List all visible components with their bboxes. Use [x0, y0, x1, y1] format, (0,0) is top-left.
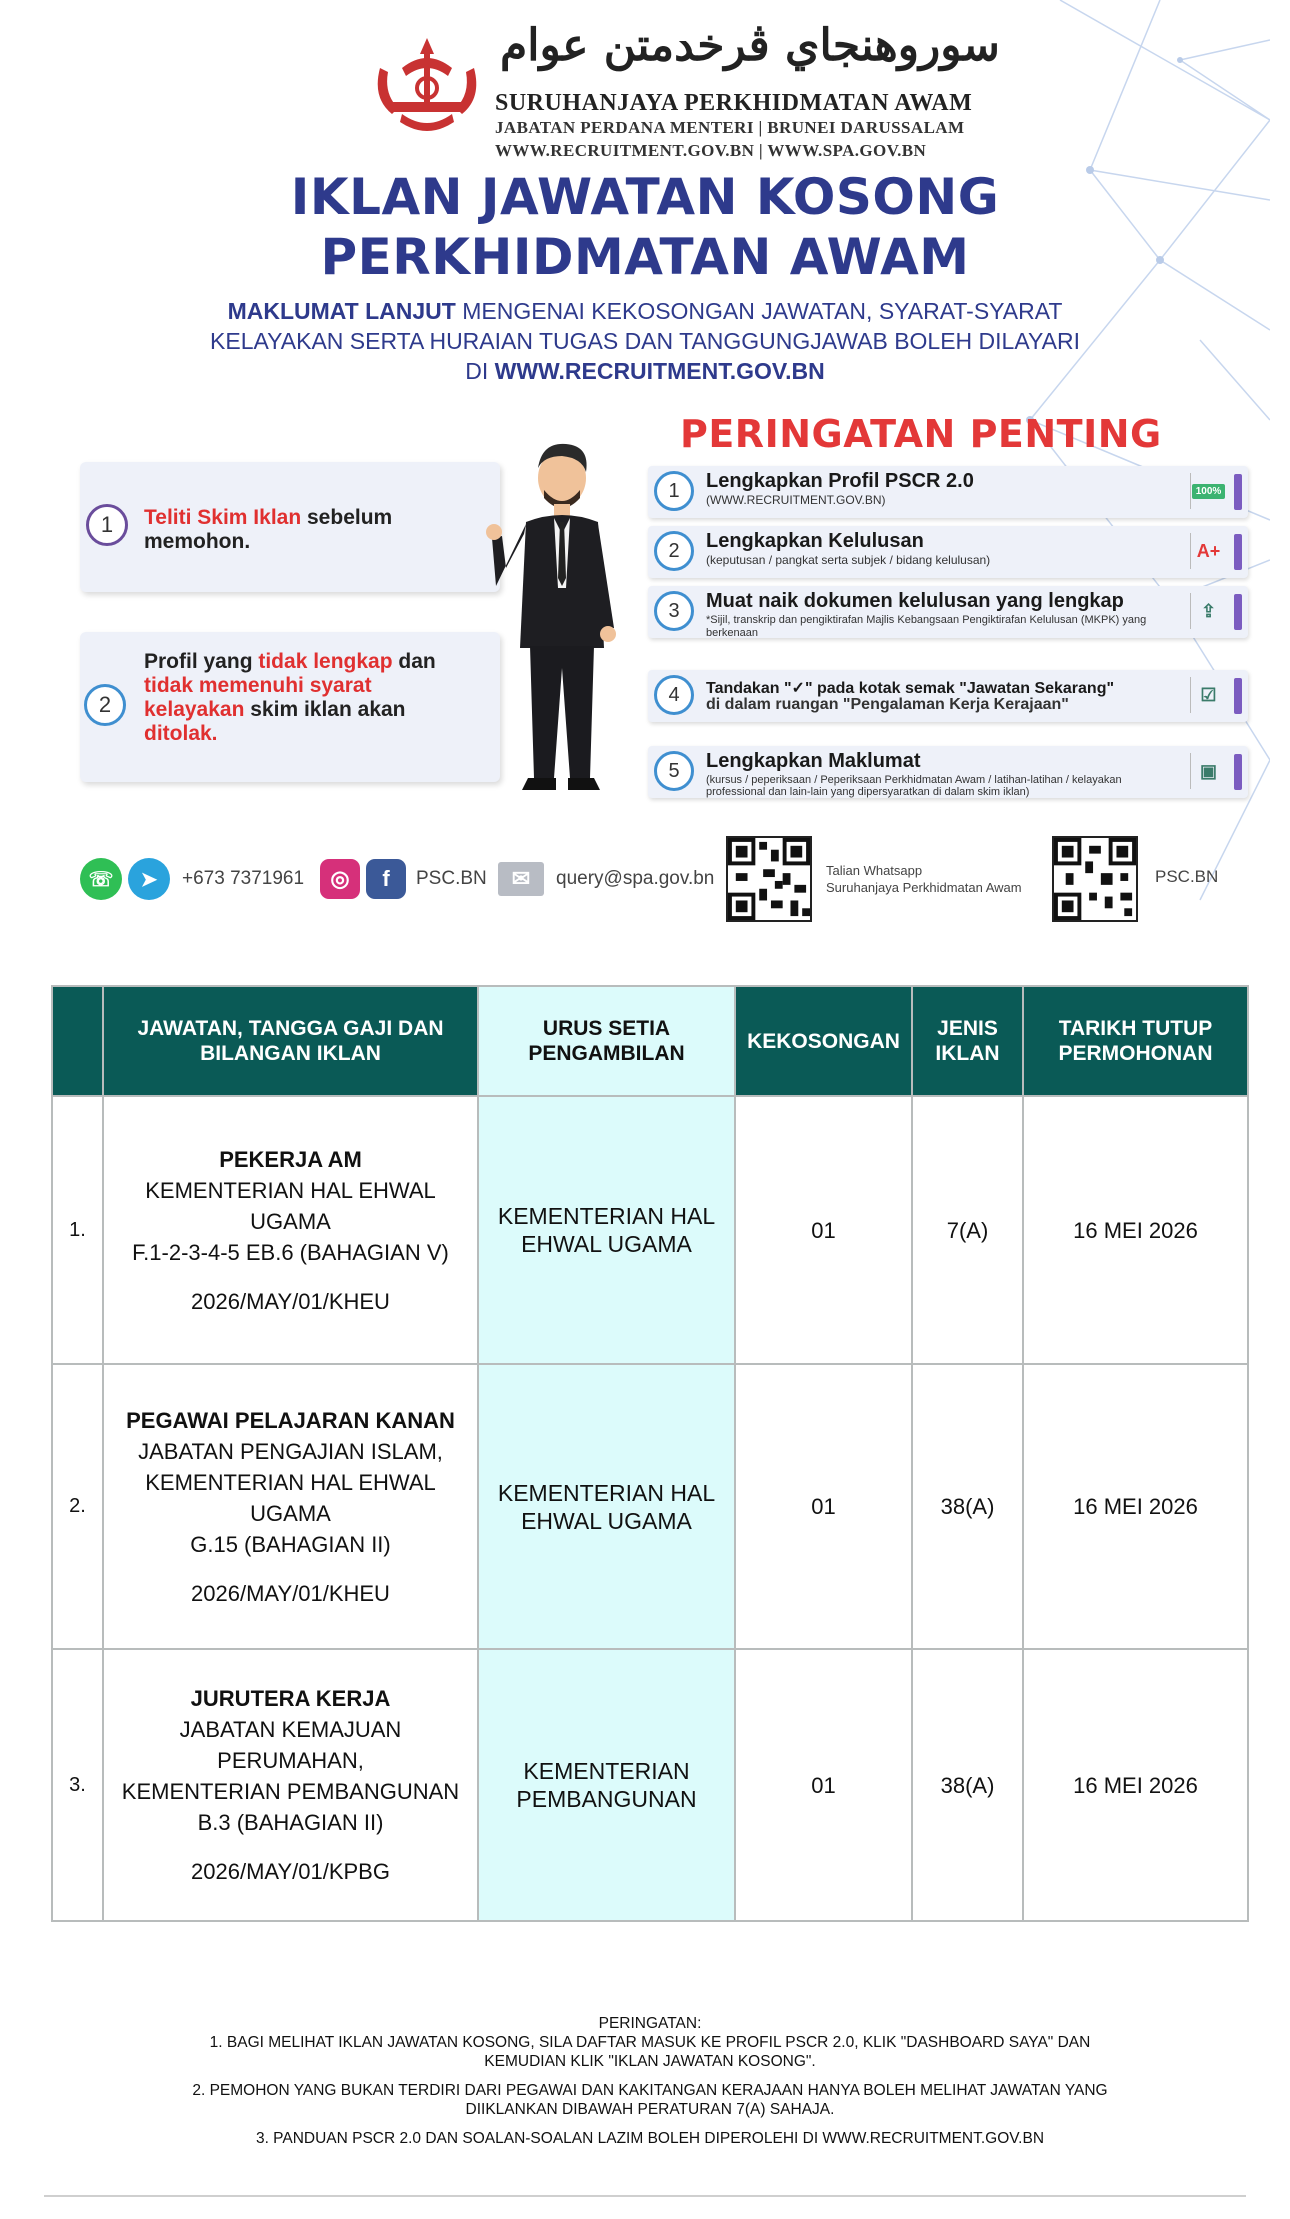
social-handle: PSC.BN [416, 868, 487, 889]
more-info-prefix: DI [465, 358, 489, 384]
org-name: SURUHANJAYA PERKHIDMATAN AWAM [495, 90, 973, 116]
whatsapp-qr-code [726, 836, 812, 922]
note-1 [60, 2033, 1240, 2071]
row-number: 3. [52, 1649, 103, 1921]
note-3: 3. PANDUAN PSCR 2.0 DAN SOALAN-SOALAN LAZIM BOLEH DIPEROLEHI DI WWW.RECRUITMENT.GOV.BN [255, 2130, 1045, 2147]
accent-bar [1234, 678, 1242, 714]
note-2-line-b: DIIKLANKAN DIBAWAH PERATURAN 7(A) SAHAJA. [465, 2101, 835, 2118]
table-row [52, 1649, 1248, 1921]
warning-title: PERINGATAN PENTING [680, 412, 1162, 456]
qr2-label: PSC.BN [1155, 867, 1219, 886]
warning-subtext: (WWW.RECRUITMENT.GOV.BN) [706, 493, 886, 507]
position-line: PERUMAHAN, [217, 1748, 364, 1773]
note-1-line-b: KEMUDIAN KLIK "IKLAN JAWATAN KOSONG". [484, 2053, 816, 2070]
headline-line-1: IKLAN JAWATAN KOSONG [290, 168, 1000, 226]
tip-text-a: sebelum [301, 506, 393, 529]
warning-item-5 [648, 746, 1248, 798]
email-contact [498, 855, 714, 903]
header-no [52, 986, 103, 1096]
email-address: query@spa.gov.bn [556, 868, 715, 889]
header-kekosongan: KEKOSONGAN [735, 986, 912, 1096]
more-info-text: MENGENAI KEKOSONGAN JAWATAN, SYARAT-SYARAT [462, 298, 1063, 324]
header-tarikh-tutup: TARIKH TUTUP PERMOHONAN [1023, 986, 1248, 1096]
warning-subtext: (kursus / peperiksaan / Peperiksaan Perkhidmatan Awam / latihan-latihan / kelayakan professional dan lain-lain yang dipersyaratkan di dalam skim iklan) [706, 774, 1122, 798]
position-line: JABATAN PENGAJIAN ISLAM, [138, 1438, 443, 1464]
position-title: PEGAWAI PELAJARAN KANAN [126, 1407, 455, 1433]
whatsapp-icon: ☏ [80, 858, 122, 900]
phone-number: +673 7371961 [182, 868, 305, 889]
header-urus-setia: URUS SETIA PENGAMBILAN [478, 986, 735, 1096]
warning-subtext: *Sijil, transkrip dan pengiktirafan Majlis Kebangsaan Pengiktirafan Kelulusan (MKPK) yang berkenaan [706, 614, 1147, 639]
tip-text-c: skim iklan akan [244, 698, 406, 721]
warning-item-4 [648, 670, 1248, 722]
accent-bar [1234, 534, 1242, 570]
warning-subtext: (keputusan / pangkat serta subjek / bidang kelulusan) [706, 553, 991, 567]
advert-code: 2026/MAY/01/KHEU [191, 1580, 390, 1606]
advert-type: 38(A) [912, 1649, 1023, 1921]
spacer [110, 1838, 471, 1856]
vacancy-count: 01 [735, 1649, 912, 1921]
recruitment-url: WWW.RECRUITMENT.GOV.BN [494, 358, 825, 384]
upload-icon: ⇪ [1190, 593, 1226, 629]
psc-qr-code [1052, 836, 1138, 922]
warning-item-1 [648, 466, 1248, 518]
warning-number: 3 [654, 591, 694, 631]
warning-title-text: Muat naik dokumen kelulusan yang lengkap [706, 590, 1124, 612]
note-2-line-a: 2. PEMOHON YANG BUKAN TERDIRI DARI PEGAWAI DAN KAKITANGAN KERAJAAN HANYA BOLEH MELIHAT JAWATAN YANG [192, 2082, 1108, 2099]
more-info-bold: MAKLUMAT LANJUT [227, 298, 456, 324]
grade-a-plus-icon: A+ [1190, 533, 1226, 569]
position-line: G.15 (BAHAGIAN II) [190, 1531, 391, 1557]
headline-line-2: PERKHIDMATAN AWAM [320, 228, 970, 286]
table-row [52, 1364, 1248, 1649]
tip-text-b: dan [392, 650, 436, 673]
warning-number: 5 [654, 751, 694, 791]
tip-text-b: memohon. [144, 530, 251, 553]
more-info-line-3 [20, 356, 1270, 386]
jawi-org-title: سوروهنجاي ڤرخدمتن عوام [500, 20, 1000, 71]
progress-100-label: 100% [1192, 484, 1226, 499]
position-title: PEKERJA AM [219, 1146, 362, 1172]
position-line: KEMENTERIAN PEMBANGUNAN [121, 1779, 460, 1804]
tip-text [144, 506, 392, 554]
tip-text [144, 650, 436, 746]
note-2 [60, 2081, 1240, 2119]
advert-type: 38(A) [912, 1364, 1023, 1649]
org-subtitle: JABATAN PERDANA MENTERI | BRUNEI DARUSSALAM [495, 118, 965, 137]
closing-date: 16 MEI 2026 [1023, 1096, 1248, 1364]
closing-date: 16 MEI 2026 [1023, 1364, 1248, 1649]
businessman-illustration [482, 438, 632, 798]
tip-card-1 [80, 462, 500, 592]
position-line: F.1-2-3-4-5 EB.6 (BAHAGIAN V) [132, 1239, 449, 1265]
tip-highlight-d: ditolak. [144, 722, 218, 745]
qr-caption-1: Talian Whatsapp [826, 863, 923, 878]
position-line: UGAMA [250, 1208, 331, 1234]
advert-code: 2026/MAY/01/KHEU [191, 1288, 390, 1314]
advertisement-banner [20, 0, 1270, 950]
warning-item-2 [648, 526, 1248, 578]
table-row [52, 1096, 1248, 1364]
tip-highlight-a: tidak lengkap [258, 650, 393, 673]
position-line: JABATAN KEMAJUAN [179, 1717, 402, 1742]
checkbox-icon: ☑ [1190, 677, 1226, 713]
position-cell [103, 1364, 478, 1649]
tip-highlight-c: kelayakan [144, 698, 245, 721]
header-jenis-iklan: JENIS IKLAN [912, 986, 1023, 1096]
mail-icon: ✉ [498, 862, 544, 896]
progress-100-icon [1190, 473, 1226, 509]
closing-date: 16 MEI 2026 [1023, 1649, 1248, 1921]
spacer [110, 1560, 471, 1578]
accent-bar [1234, 474, 1242, 510]
tip-card-2 [80, 632, 500, 782]
warning-number: 1 [654, 471, 694, 511]
vacancy-count: 01 [735, 1096, 912, 1364]
warning-title-text: Lengkapkan Maklumat [706, 750, 921, 772]
position-cell [103, 1649, 478, 1921]
header-jawatan: JAWATAN, TANGGA GAJI DAN BILANGAN IKLAN [103, 986, 478, 1096]
social-contact [320, 855, 487, 903]
more-info-line-1 [20, 296, 1270, 326]
tip-highlight-b: tidak memenuhi syarat [144, 674, 372, 697]
more-info-line-2: KELAYAKAN SERTA HURAIAN TUGAS DAN TANGGUNGJAWAB BOLEH DILAYARI [210, 328, 1080, 354]
telegram-icon: ➤ [128, 858, 170, 900]
tip-number: 1 [86, 504, 128, 546]
position-line: KEMENTERIAN HAL EHWAL [145, 1177, 436, 1203]
org-websites: WWW.RECRUITMENT.GOV.BN | WWW.SPA.GOV.BN [495, 141, 927, 160]
notes-title: PERINGATAN: [598, 2015, 702, 2032]
warning-title-text: Lengkapkan Profil PSCR 2.0 [706, 470, 974, 492]
urus-setia-cell: KEMENTERIAN HAL EHWAL UGAMA [478, 1364, 735, 1649]
warning-number: 2 [654, 531, 694, 571]
urus-setia-cell: KEMENTERIAN HAL EHWAL UGAMA [478, 1096, 735, 1364]
urus-setia-cell: KEMENTERIAN PEMBANGUNAN [478, 1649, 735, 1921]
position-line: B.3 (BAHAGIAN II) [197, 1810, 384, 1835]
warning-title-text: Lengkapkan Kelulusan [706, 530, 924, 552]
tip-number: 2 [84, 684, 126, 726]
advert-type: 7(A) [912, 1096, 1023, 1364]
phone-contact [80, 855, 304, 903]
position-line: KEMENTERIAN HAL EHWAL [145, 1469, 436, 1495]
advert-code: 2026/MAY/01/KPBG [191, 1859, 390, 1884]
tip-highlight: Teliti Skim Iklan [144, 506, 302, 529]
warning-item-3 [648, 586, 1248, 638]
warning-title-text: Tandakan "✓" pada kotak semak "Jawatan Sekarang" [706, 680, 1115, 697]
books-icon: ▣ [1190, 753, 1226, 789]
table-header-row [52, 986, 1248, 1096]
warning-subtext: di dalam ruangan "Pengalaman Kerja Kerajaan" [706, 696, 1069, 713]
accent-bar [1234, 754, 1242, 790]
position-title: JURUTERA KERJA [190, 1686, 391, 1711]
row-number: 1. [52, 1096, 103, 1364]
divider [44, 2195, 1246, 2197]
position-line: UGAMA [250, 1500, 331, 1526]
warning-number: 4 [654, 675, 694, 715]
vacancy-table [51, 985, 1249, 1922]
brunei-crest-icon [362, 28, 492, 140]
facebook-icon: f [366, 859, 406, 899]
spacer [110, 1268, 471, 1286]
accent-bar [1234, 594, 1242, 630]
note-1-line-a: 1. BAGI MELIHAT IKLAN JAWATAN KOSONG, SILA DAFTAR MASUK KE PROFIL PSCR 2.0, KLIK "DASHBOARD SAYA" DAN [209, 2034, 1091, 2051]
qr-caption-2: Suruhanjaya Perkhidmatan Awam [826, 880, 1022, 895]
row-number: 2. [52, 1364, 103, 1649]
qr-caption [826, 862, 1022, 896]
tip-text-a: Profil yang [144, 650, 259, 673]
position-cell [103, 1096, 478, 1364]
vacancy-count: 01 [735, 1364, 912, 1649]
instagram-icon: ◎ [320, 859, 360, 899]
footer-notes [60, 2014, 1240, 2158]
